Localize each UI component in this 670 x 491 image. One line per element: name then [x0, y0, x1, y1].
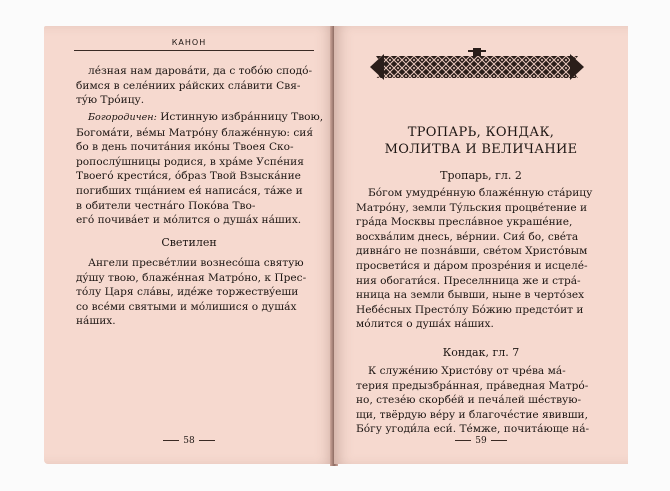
text-line: дýшу твою, блажéнная Матрóно, к Прес-	[76, 271, 307, 284]
text-line	[76, 110, 324, 126]
troparion-text	[356, 186, 604, 332]
text-line: грáда Москвы преслáвное украшéние,	[356, 216, 573, 229]
page-number: 58	[183, 436, 195, 446]
text-line: егó почивáет и мóлится о душáх нáших.	[76, 214, 302, 227]
text-line: в обители честнáго Покóва Тво-	[76, 199, 256, 212]
text-line: тóлу Царя слáвы, идéже торжествýеши	[76, 286, 299, 299]
title-line: ТРОПАРЬ, КОНДАК,	[407, 125, 555, 140]
troparion-heading: Тропарь, гл. 2	[440, 169, 522, 182]
text-line: К служéнию Христóву от чрéва мá-	[368, 365, 566, 377]
left-text-block-2	[76, 110, 324, 228]
text-line: ния обогати́ся. Преселнница же и стрá-	[356, 274, 581, 287]
page-number-right	[334, 436, 628, 446]
right-page	[334, 26, 628, 464]
running-head-rule	[74, 50, 314, 51]
page-number-left	[44, 436, 334, 446]
left-text-block-1	[76, 64, 316, 108]
text-line: восхвáлим днесь, вéрнии. Сия́ бо, свéта	[356, 230, 579, 243]
text-line: погибших тщáнием ея́ написáся, тáже и	[76, 184, 303, 197]
theotokion-first-line: Истинную избрáнницу Твою,	[156, 111, 324, 123]
text-line: тýю Трóицу.	[76, 94, 145, 107]
text-line: дивнáго не познáвши, свéтом Христóвым	[356, 245, 588, 258]
text-line: нница на земли бывши, ныне в чертóзех	[356, 289, 585, 302]
running-head: КАНОН	[171, 38, 207, 47]
text-line: щи, твёрдую вéру и благочéстие явивши,	[356, 408, 588, 421]
title-line: МОЛИТВА И ВЕЛИЧАНИЕ	[384, 142, 578, 157]
text-line: Небéсных Престóлу Бóжию предстóит и	[356, 303, 584, 316]
text-line: просвети́ся и дáром прозрéния и исцелé-	[356, 259, 588, 272]
text-line: Бóгу угоди́ла еси́. Тéмже, почитáюще нá-	[356, 423, 590, 436]
text-line: лéзная нам даровáти, да с тобóю сподó-	[88, 65, 313, 77]
page-number: 59	[475, 436, 487, 446]
text-line: со всéми святыми и мóлишися о душáх	[76, 300, 297, 313]
text-line: Бóгом умудрéнную блажéнную стáрицу	[368, 187, 593, 199]
text-line: Твоегó крести́ся, óбраз Твой Взыскáние	[76, 170, 301, 183]
left-text-block-3	[76, 256, 316, 329]
text-line: мóлится о душáх нáших.	[356, 318, 494, 331]
svetilen-title: Светилен	[161, 236, 217, 249]
text-line: нáших.	[76, 315, 116, 328]
text-line: Ангели пресвéтлии вознесóша святую	[88, 257, 304, 269]
kontakion-heading: Кондак, гл. 7	[442, 346, 520, 359]
text-line: ропослýшницы родися, в хрáме Успéния	[76, 155, 304, 168]
braided-ornament-header	[370, 48, 584, 86]
theotokion-label: Богородичен:	[88, 112, 157, 123]
text-line: Матрóну, земли Тýльския процвéтение и	[356, 201, 588, 214]
text-line: терия предызбрáнная, прáведная Матрó-	[356, 379, 589, 392]
text-line: бо в день почитáния икóны Твоея Ско-	[76, 141, 294, 154]
text-line: Богомáти, вéмы Матрóну блажéнную: сия́	[76, 126, 314, 139]
text-line: бимся в селéниих рáйских слáвити Свя-	[76, 79, 301, 92]
section-title	[334, 124, 628, 158]
kontakion-text	[356, 364, 604, 437]
left-page	[44, 26, 334, 464]
text-line: но, стезéю скорбéй и печáлей шéствую-	[356, 394, 582, 407]
